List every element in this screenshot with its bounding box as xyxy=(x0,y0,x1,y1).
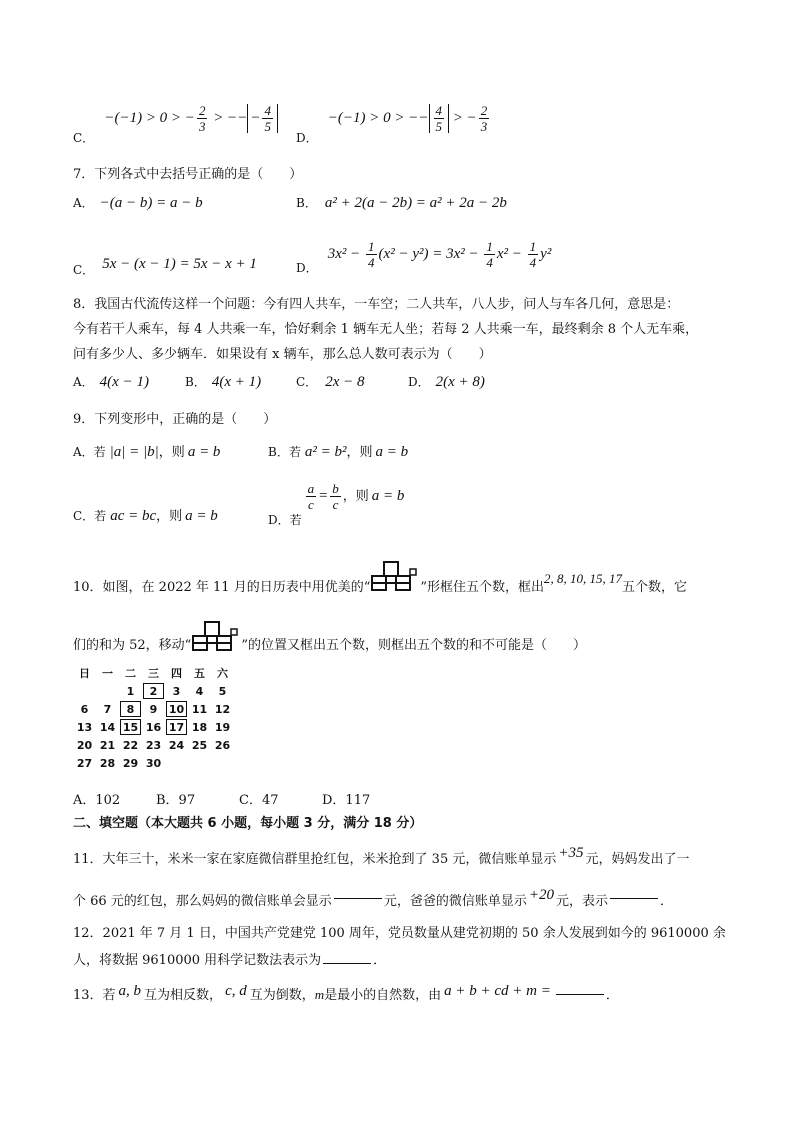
answer-blank[interactable] xyxy=(556,993,604,995)
calendar-row: 20 21 22 23 24 25 26 xyxy=(76,738,231,752)
q10-option-a: A．102 xyxy=(73,793,121,808)
boxed-cell: 2 xyxy=(142,682,165,700)
answer-blank[interactable] xyxy=(334,897,382,899)
q7-option-b: B． a² + 2(a − 2b) = a² + 2a − 2b xyxy=(296,195,507,211)
boxed-cell: 17 xyxy=(165,718,188,736)
answer-blank[interactable] xyxy=(610,897,658,899)
q8-line2: 今有若干人乘车，每 4 人共乘一车，恰好剩余 1 辆车无人坐；若每 2 人共乘一车，最终剩余 8 个人无车乘， xyxy=(73,322,699,337)
q10-option-c: C．47 xyxy=(239,793,279,808)
calendar-row: 6 7 8 9 10 11 12 xyxy=(73,700,234,718)
option-label: C． xyxy=(73,131,95,145)
section-title: 二、填空题（本大题共 6 小题，每小题 3 分，满分 18 分） xyxy=(73,816,423,831)
q8-option-b: B． 4(x + 1) xyxy=(185,374,262,390)
q11-line2: 个 66 元的红包，那么妈妈的微信账单会显示 元，爸爸的微信账单显示 +20 元，表示 ． xyxy=(73,887,673,909)
q10-option-d: D．117 xyxy=(322,793,371,808)
q9-option-d: D．若 $\frac{a}{c}$ = $\frac{b}{c}$ ，则 a = b xyxy=(268,481,405,527)
frame-shape-icon xyxy=(191,620,241,654)
q8-option-a: A． 4(x − 1) xyxy=(73,374,149,390)
q8-option-c: C． 2x − 8 xyxy=(296,374,365,390)
q7-option-d: D． 3x² − $\frac{1}{4}$ (x² − y²) = 3x² − $\frac{1}{4}$ x² − $\frac{1}{4}$ y² xyxy=(296,239,552,275)
q10-line2: 们的和为 52，移动“ ”的位置又框出五个数，则框出五个数的和不可能是（ ） xyxy=(73,620,586,654)
q11-line1: 11．大年三十，米米一家在家庭微信群里抢红包，米米抢到了 35 元，微信账单显示 +35 元，妈妈发出了一 xyxy=(73,845,690,867)
q7-stem: 7．下列各式中去括号正确的是（ ） xyxy=(73,167,303,182)
q13-line: 13．若 a, b 互为相反数， c, d 互为倒数，m是最小的自然数，由 a + b + cd + m = ． xyxy=(73,983,619,1003)
frame-shape-icon xyxy=(370,560,420,594)
absolute-value: − $\frac{4}{5}$ xyxy=(247,104,278,133)
absolute-value: $\frac{4}{5}$ xyxy=(429,104,450,133)
q8-option-d: D． 2(x + 8) xyxy=(408,374,485,390)
fraction: $\frac{2}{3}$ xyxy=(480,103,488,134)
q10-line1: 10．如图，在 2022 年 11 月的日历表中用优美的“ ”形框住五个数，框出2, 8, 10, 15, 17五个数，它 xyxy=(73,560,687,594)
q7-option-c: C． 5x − (x − 1) = 5x − x + 1 xyxy=(73,256,257,277)
calendar-header-row: 日 一 二 三 四 五 六 xyxy=(79,667,228,680)
q9-option-b: B．若 a² = b²，则 a = b xyxy=(268,444,409,460)
boxed-cell: 15 xyxy=(119,718,142,736)
calendar-row: 1 2 3 4 5 xyxy=(73,682,234,700)
boxed-cell: 8 xyxy=(119,700,142,718)
calendar-row: 27 28 29 30 xyxy=(76,756,162,770)
expr: −(−1) > 0 > − xyxy=(104,110,195,126)
q6-option-c: C． −(−1) > 0 > − $\frac{2}{3}$ > −− − $\frac{4}{5}$ xyxy=(73,104,278,133)
q9-stem: 9．下列变形中，正确的是（ ） xyxy=(73,412,277,427)
q8-line1: 8．我国古代流传这样一个问题：今有四人共车，一车空；二人共车，八人步，问人与车各几何，意思是： xyxy=(73,297,680,312)
answer-blank[interactable] xyxy=(323,962,371,964)
fraction: $\frac{2}{3}$ xyxy=(198,103,206,134)
q6-option-d: D． −(−1) > 0 > −− $\frac{4}{5}$ > − $\frac{2}{3}$ xyxy=(296,103,488,145)
boxed-cell: 10 xyxy=(165,700,188,718)
q9-option-c: C．若 ac = bc，则 a = b xyxy=(73,508,218,524)
calendar-table xyxy=(73,664,234,772)
q12-line2: 人，将数据 9610000 用科学记数法表示为 ． xyxy=(73,953,387,968)
q10-option-b: B．97 xyxy=(156,793,196,808)
q7-option-a: A． −(a − b) = a − b xyxy=(73,195,203,211)
q12-line1: 12．2021 年 7 月 1 日，中国共产党建党 100 周年，党员数量从建党初期的 50 余人发展到如今的 9610000 余 xyxy=(73,926,726,941)
q9-option-a: A．若 |a| = |b|，则 a = b xyxy=(73,444,221,460)
q8-line3: 问有多少人、多少辆车．如果设有 x 辆车，那么总人数可表示为（ ） xyxy=(73,347,492,362)
calendar-row: 13 14 15 16 17 18 19 xyxy=(73,718,234,736)
